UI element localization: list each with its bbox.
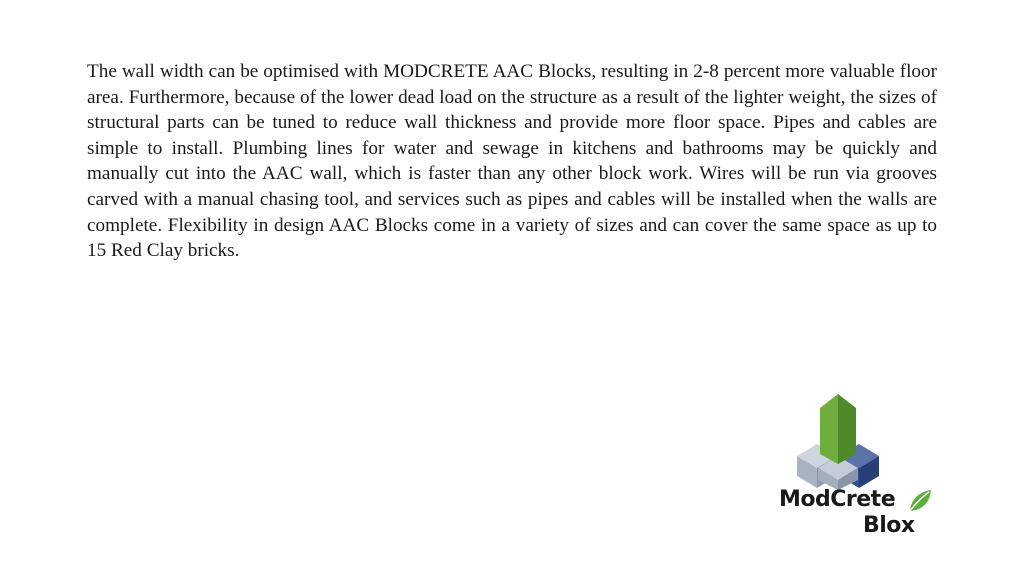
logo-wordmark-line2: Blox (863, 513, 915, 538)
building-blocks-icon (795, 392, 881, 490)
modcrete-blox-logo (775, 392, 940, 544)
leaf-icon (907, 488, 933, 514)
body-paragraph: The wall width can be optimised with MODCRETE AAC Blocks, resulting in 2-8 percent more valuable floor area. Furthermore, because of the lower dead load on the structure as a result of the lighter weight, the sizes of structural parts can be tuned to reduce wall thickness and provide more floor space. Pipes and cables are simple to install. Plumbing lines for water and sewage in kitchens and bathrooms may be quickly and manually cut into the AAC wall, which is faster than any other block work. Wires will be run via grooves carved with a manual chasing tool, and services such as pipes and cables will be installed when the walls are complete. Flexibility in design AAC Blocks come in a variety of sizes and can cover the same space as up to 15 Red Clay bricks. (87, 61, 937, 262)
logo-wordmark-line1: ModCrete (779, 487, 896, 512)
